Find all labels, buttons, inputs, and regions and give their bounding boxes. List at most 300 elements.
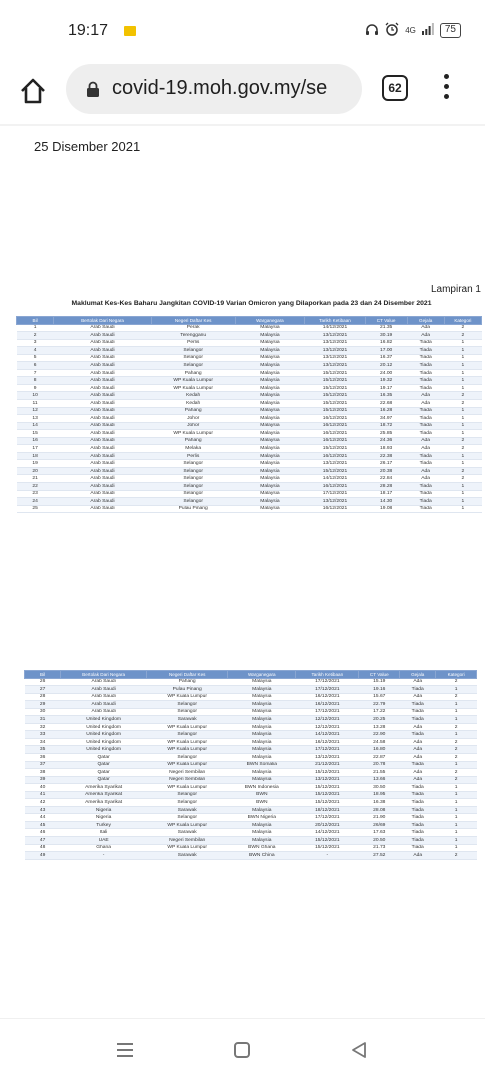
table-cell: 17/12/2021 [296, 746, 359, 754]
table-cell: 20.78 [359, 761, 400, 769]
notification-icon [124, 26, 136, 36]
table-cell: Terengganu [151, 332, 235, 340]
table-cell: 47 [25, 836, 61, 844]
table-row [25, 784, 477, 792]
table-cell: 21/12/2021 [296, 761, 359, 769]
table-row [25, 776, 477, 784]
table-cell: BWN Indonesia [228, 784, 296, 792]
table-cell: 15/12/2021 [296, 799, 359, 807]
table-cell: 9 [17, 384, 54, 392]
table-cell: Tiada [400, 731, 436, 739]
table-cell: 2 [444, 445, 481, 453]
table-cell: Malaysia [235, 430, 305, 438]
table-cell: 21.35 [365, 324, 407, 332]
table-cell: 2 [436, 723, 477, 731]
table-cell: Malaysia [228, 806, 296, 814]
table-cell: 1 [444, 347, 481, 355]
table-row [17, 475, 482, 483]
table-cell: 2 [436, 776, 477, 784]
table-cell: Perak [151, 324, 235, 332]
home-nav-icon[interactable] [234, 1042, 250, 1058]
table-cell: 20.50 [359, 836, 400, 844]
table-cell: Arab Saudi [54, 490, 152, 498]
headphones-icon [365, 23, 379, 39]
table-cell: 17 [17, 445, 54, 453]
table-cell: 5 [17, 354, 54, 362]
table-cell: Tiada [407, 354, 444, 362]
table-cell: Sarawak [147, 852, 228, 860]
table-cell: 16.38 [359, 799, 400, 807]
table-row [17, 505, 482, 513]
table-cell: 14/12/2021 [296, 829, 359, 837]
table-cell: 39 [25, 776, 61, 784]
table-cell: 16.80 [359, 746, 400, 754]
table-cell: WP Kuala Lumpur [147, 844, 228, 852]
table-cell: Malaysia [235, 422, 305, 430]
table-cell: Arab Saudi [54, 369, 152, 377]
table-cell: Malaysia [228, 693, 296, 701]
table-cell: 1 [17, 324, 54, 332]
table-cell: 1 [444, 354, 481, 362]
table-cell: 21.73 [359, 844, 400, 852]
table-cell: Malaysia [228, 829, 296, 837]
table-cell: Tiada [400, 814, 436, 822]
table-cell: 26/69 [359, 821, 400, 829]
table-cell: 37 [25, 761, 61, 769]
table-cell: 30.19 [365, 332, 407, 340]
table-cell: WP Kuala Lumpur [147, 738, 228, 746]
table-cell: 13/12/2021 [305, 460, 365, 468]
table-cell: Malaysia [235, 437, 305, 445]
table-cell: 14/12/2021 [296, 731, 359, 739]
table-cell: 1 [436, 701, 477, 709]
table-cell: 2 [436, 753, 477, 761]
table-cell: 11 [17, 399, 54, 407]
table-cell: United Kingdom [61, 738, 147, 746]
table-cell: Itali [61, 829, 147, 837]
table-cell: Amerika Syarikat [61, 784, 147, 792]
table-cell: 1 [444, 362, 481, 370]
table-cell: 13.66 [359, 776, 400, 784]
table-cell: 40 [25, 784, 61, 792]
table-cell: 15 [17, 430, 54, 438]
table-cell: 3 [17, 339, 54, 347]
network-type: 4G [405, 25, 416, 35]
status-bar [0, 0, 485, 58]
table-cell: WP Kuala Lumpur [151, 377, 235, 385]
table-cell: 32 [25, 723, 61, 731]
table-cell: Tiada [400, 829, 436, 837]
table-cell: 33 [25, 731, 61, 739]
column-header: Bil [25, 671, 61, 679]
table-row [25, 769, 477, 777]
cases-table-1 [16, 316, 482, 513]
table-cell: BWN Ghana [228, 844, 296, 852]
table-cell: Ada [400, 693, 436, 701]
table-cell: Ada [400, 746, 436, 754]
table-cell: 2 [444, 392, 481, 400]
table-cell: Malaysia [235, 452, 305, 460]
table-cell: 34.97 [365, 415, 407, 423]
table-cell: Melaka [151, 445, 235, 453]
table-cell: 15.67 [359, 693, 400, 701]
table-row [25, 821, 477, 829]
table-cell: Tiada [407, 505, 444, 513]
table-cell: 15/12/2021 [305, 467, 365, 475]
table-cell: 13/12/2021 [296, 753, 359, 761]
table-cell: 24.58 [359, 738, 400, 746]
table-cell: 18.95 [359, 791, 400, 799]
table-row [25, 753, 477, 761]
table-cell: 4 [17, 347, 54, 355]
table-cell: BWN [228, 791, 296, 799]
table-cell: Tiada [400, 844, 436, 852]
table-cell: 20.25 [359, 716, 400, 724]
table-row [17, 362, 482, 370]
table-cell: 16/12/2021 [296, 738, 359, 746]
table-cell: 2 [436, 738, 477, 746]
table-cell: Malaysia [228, 753, 296, 761]
table-row [25, 731, 477, 739]
table-cell: Arab Saudi [54, 452, 152, 460]
table-cell: 2 [444, 332, 481, 340]
table-cell: 13/12/2021 [305, 354, 365, 362]
column-header: Kategori [436, 671, 477, 679]
table-cell: 17/12/2021 [305, 490, 365, 498]
table-cell: 1 [444, 415, 481, 423]
table-cell: Arab Saudi [61, 686, 147, 694]
table-cell: Malaysia [235, 369, 305, 377]
table-cell: Arab Saudi [54, 482, 152, 490]
table-cell: 21.55 [359, 769, 400, 777]
table-cell: - [296, 852, 359, 860]
table-cell: 15/12/2021 [305, 369, 365, 377]
table-cell: 2 [436, 693, 477, 701]
table-cell: Ada [400, 769, 436, 777]
home-icon[interactable] [18, 76, 48, 106]
table-cell: 12 [17, 407, 54, 415]
table-cell: Malaysia [235, 460, 305, 468]
table-cell: 22.90 [359, 731, 400, 739]
table-cell: Tiada [400, 716, 436, 724]
status-icons [365, 22, 461, 39]
table-cell: 15/12/2021 [296, 769, 359, 777]
table-cell: Selangor [147, 701, 228, 709]
table-cell: Arab Saudi [54, 347, 152, 355]
table-cell: 14/12/2021 [305, 475, 365, 483]
table-cell: Malaysia [235, 475, 305, 483]
table-cell: 15/12/2021 [305, 407, 365, 415]
table-cell: 15/12/2021 [305, 392, 365, 400]
table-row [25, 701, 477, 709]
table-cell: 12/12/2021 [296, 716, 359, 724]
table-cell: 20/12/2021 [296, 821, 359, 829]
column-header: Bertolak Dari Negara [61, 671, 147, 679]
table-cell: WP Kuala Lumpur [147, 693, 228, 701]
table-row [17, 392, 482, 400]
table-cell: Malaysia [235, 505, 305, 513]
table-cell: Tiada [407, 422, 444, 430]
table-cell: Tiada [400, 799, 436, 807]
table-cell: 13/12/2021 [305, 332, 365, 340]
table-cell: Tiada [400, 821, 436, 829]
table-cell: 46 [25, 829, 61, 837]
url-text: covid-19.moh.gov.my/se [112, 77, 328, 99]
table-cell: 15/12/2021 [305, 384, 365, 392]
column-header: Tarikh Ketibaan [305, 317, 365, 325]
table-cell: 1 [436, 829, 477, 837]
table-row [17, 369, 482, 377]
table-cell: Malaysia [228, 701, 296, 709]
table-cell: Malaysia [235, 445, 305, 453]
table-cell: 21 [17, 475, 54, 483]
table-cell: 1 [444, 505, 481, 513]
table-cell: Johor [151, 422, 235, 430]
table-cell: Tiada [407, 369, 444, 377]
table-row [25, 686, 477, 694]
table-cell: Malaysia [228, 708, 296, 716]
table-cell: 20.12 [365, 362, 407, 370]
table-cell: 15/12/2021 [305, 445, 365, 453]
table-row [25, 761, 477, 769]
table-cell: 24.00 [365, 369, 407, 377]
table-cell: WP Kuala Lumpur [151, 384, 235, 392]
table-cell: 17/12/2021 [296, 678, 359, 686]
table-cell: Arab Saudi [61, 693, 147, 701]
table-cell: Arab Saudi [61, 701, 147, 709]
column-header: Kategori [444, 317, 481, 325]
table-cell: Tiada [407, 415, 444, 423]
table-cell: 14/12/2021 [305, 324, 365, 332]
table-cell: 2 [436, 769, 477, 777]
table-cell: Arab Saudi [54, 467, 152, 475]
table-cell: Tiada [407, 460, 444, 468]
column-header: Gejala [400, 671, 436, 679]
table-cell: 41 [25, 791, 61, 799]
table-cell: Ada [400, 852, 436, 860]
table-cell: 1 [444, 369, 481, 377]
table-cell: 20.38 [365, 467, 407, 475]
table-cell: Ada [400, 723, 436, 731]
table-cell: Tiada [407, 482, 444, 490]
recent-apps-icon[interactable] [117, 1043, 133, 1057]
tabs-icon[interactable]: 62 [382, 75, 408, 101]
table-cell: Arab Saudi [61, 708, 147, 716]
table-cell: Selangor [151, 362, 235, 370]
table-cell: Qatar [61, 753, 147, 761]
table-cell: Malaysia [228, 738, 296, 746]
table-cell: 18.17 [365, 490, 407, 498]
table-cell: Negeri Sembilan [147, 776, 228, 784]
table-cell: 45 [25, 821, 61, 829]
table-cell: Tiada [400, 708, 436, 716]
back-icon[interactable] [350, 1041, 368, 1059]
table-cell: 16/12/2021 [305, 452, 365, 460]
table-header-row [17, 317, 482, 325]
table-cell: Malaysia [235, 467, 305, 475]
table-cell: 8 [17, 377, 54, 385]
table-cell: 36 [25, 753, 61, 761]
table-cell: 16/12/2021 [305, 482, 365, 490]
table-cell: 17/12/2021 [296, 686, 359, 694]
address-bar[interactable] [66, 64, 362, 114]
table-cell: 43 [25, 806, 61, 814]
table-cell: 13/12/2021 [305, 339, 365, 347]
table-cell: 15/12/2021 [296, 844, 359, 852]
table-cell: 1 [436, 821, 477, 829]
table-row [17, 354, 482, 362]
table-cell: 2 [17, 332, 54, 340]
table-cell: Arab Saudi [54, 377, 152, 385]
battery-level: 75 [444, 24, 456, 35]
table-cell: Selangor [147, 791, 228, 799]
table-cell: 14 [17, 422, 54, 430]
table-cell: 18.72 [365, 422, 407, 430]
table-cell: Arab Saudi [54, 354, 152, 362]
table-cell: 34 [25, 738, 61, 746]
table-cell: 19.16 [359, 686, 400, 694]
table-row [25, 806, 477, 814]
table-cell: Amerika Syarikat [61, 791, 147, 799]
table-cell: Negeri Sembilan [147, 836, 228, 844]
table-cell: 23 [17, 490, 54, 498]
table-cell: Malaysia [228, 776, 296, 784]
table-cell: 16/12/2021 [305, 505, 365, 513]
table-cell: Arab Saudi [54, 460, 152, 468]
table-cell: Tiada [400, 761, 436, 769]
table-cell: Tiada [400, 701, 436, 709]
signal-icon [422, 23, 434, 38]
table-cell: Turkey [61, 821, 147, 829]
table-cell: 1 [444, 498, 481, 506]
table-cell: Malaysia [228, 746, 296, 754]
table-cell: Selangor [151, 467, 235, 475]
table-cell: 42 [25, 799, 61, 807]
table-cell: 16/12/2021 [305, 437, 365, 445]
column-header: Warganegara [228, 671, 296, 679]
table-cell: Tiada [407, 498, 444, 506]
table-cell: United Kingdom [61, 731, 147, 739]
table-cell: 1 [444, 490, 481, 498]
table-cell: Selangor [147, 799, 228, 807]
table-cell: 19.32 [365, 377, 407, 385]
column-header: Negeri Daftar Kes [147, 671, 228, 679]
table-cell: 13 [17, 415, 54, 423]
table-row [17, 467, 482, 475]
table-cell: Perlis [151, 452, 235, 460]
table-row [17, 437, 482, 445]
table-cell: 7 [17, 369, 54, 377]
table-cell: 17.63 [359, 829, 400, 837]
alarm-icon [385, 22, 399, 39]
table-cell: Malaysia [228, 678, 296, 686]
table-cell: 1 [444, 430, 481, 438]
table-row [17, 339, 482, 347]
table-cell: 1 [444, 482, 481, 490]
table-cell: 1 [436, 708, 477, 716]
table-cell: 15/12/2021 [296, 791, 359, 799]
table-row [17, 430, 482, 438]
table-cell: Selangor [151, 490, 235, 498]
table-cell: 13/12/2021 [305, 347, 365, 355]
table-cell: Arab Saudi [54, 339, 152, 347]
table-cell: Selangor [147, 731, 228, 739]
table-cell: Arab Saudi [54, 415, 152, 423]
table-cell: 6 [17, 362, 54, 370]
table-cell: Selangor [147, 814, 228, 822]
table-cell: 18 [17, 452, 54, 460]
table-cell: Negeri Sembilan [147, 769, 228, 777]
table-cell: Malaysia [228, 821, 296, 829]
table-cell: Malaysia [235, 332, 305, 340]
table-row [25, 746, 477, 754]
table-cell: 1 [444, 339, 481, 347]
table-row [17, 482, 482, 490]
column-header: CT Value [365, 317, 407, 325]
table-row [25, 844, 477, 852]
table-cell: BWN Somalia [228, 761, 296, 769]
table-cell: 25 [17, 505, 54, 513]
system-nav-bar [0, 1018, 485, 1080]
more-vert-icon[interactable] [440, 74, 452, 104]
table-cell: 1 [444, 460, 481, 468]
table-cell: 18/12/2021 [296, 806, 359, 814]
table-row [17, 422, 482, 430]
table-header-row [25, 671, 477, 679]
table-cell: Malaysia [235, 399, 305, 407]
table-cell: Malaysia [235, 490, 305, 498]
document-title: Maklumat Kes-Kes Baharu Jangkitan COVID-19 Varian Omicron yang Dilaporkan pada 23 dan 24 Disember 2021 [71, 300, 432, 307]
table-cell: WP Kuala Lumpur [147, 761, 228, 769]
table-cell: 21.90 [359, 814, 400, 822]
table-cell: 16.37 [365, 354, 407, 362]
table-cell: 2 [444, 399, 481, 407]
table-cell: 16.35 [365, 392, 407, 400]
table-cell: 19.17 [365, 384, 407, 392]
table-cell: Selangor [147, 753, 228, 761]
table-cell: 1 [436, 716, 477, 724]
table-cell: 13/12/2021 [296, 776, 359, 784]
table-cell: Pulau Pinang [147, 686, 228, 694]
table-cell: Arab Saudi [54, 384, 152, 392]
table-row [17, 407, 482, 415]
table-cell: 1 [444, 452, 481, 460]
table-row [25, 723, 477, 731]
table-cell: 18.93 [365, 445, 407, 453]
table-cell: 16/12/2021 [305, 415, 365, 423]
table-cell: 2 [444, 324, 481, 332]
table-row [25, 799, 477, 807]
table-row [17, 452, 482, 460]
table-cell: 17.00 [365, 347, 407, 355]
table-cell: BWN [228, 799, 296, 807]
table-row [17, 324, 482, 332]
table-cell: Tiada [400, 686, 436, 694]
table-cell: Ada [407, 475, 444, 483]
table-cell: WP Kuala Lumpur [151, 430, 235, 438]
table-cell: 2 [444, 475, 481, 483]
table-cell: 1 [436, 799, 477, 807]
table-cell: Tiada [400, 836, 436, 844]
table-cell: Tiada [407, 407, 444, 415]
column-header: Bertolak Dari Negara [54, 317, 152, 325]
table-row [17, 490, 482, 498]
table-cell: Arab Saudi [54, 437, 152, 445]
table-cell: Malaysia [228, 731, 296, 739]
table-cell: Pahang [147, 678, 228, 686]
table-cell: Perlis [151, 339, 235, 347]
table-cell: Tiada [407, 490, 444, 498]
